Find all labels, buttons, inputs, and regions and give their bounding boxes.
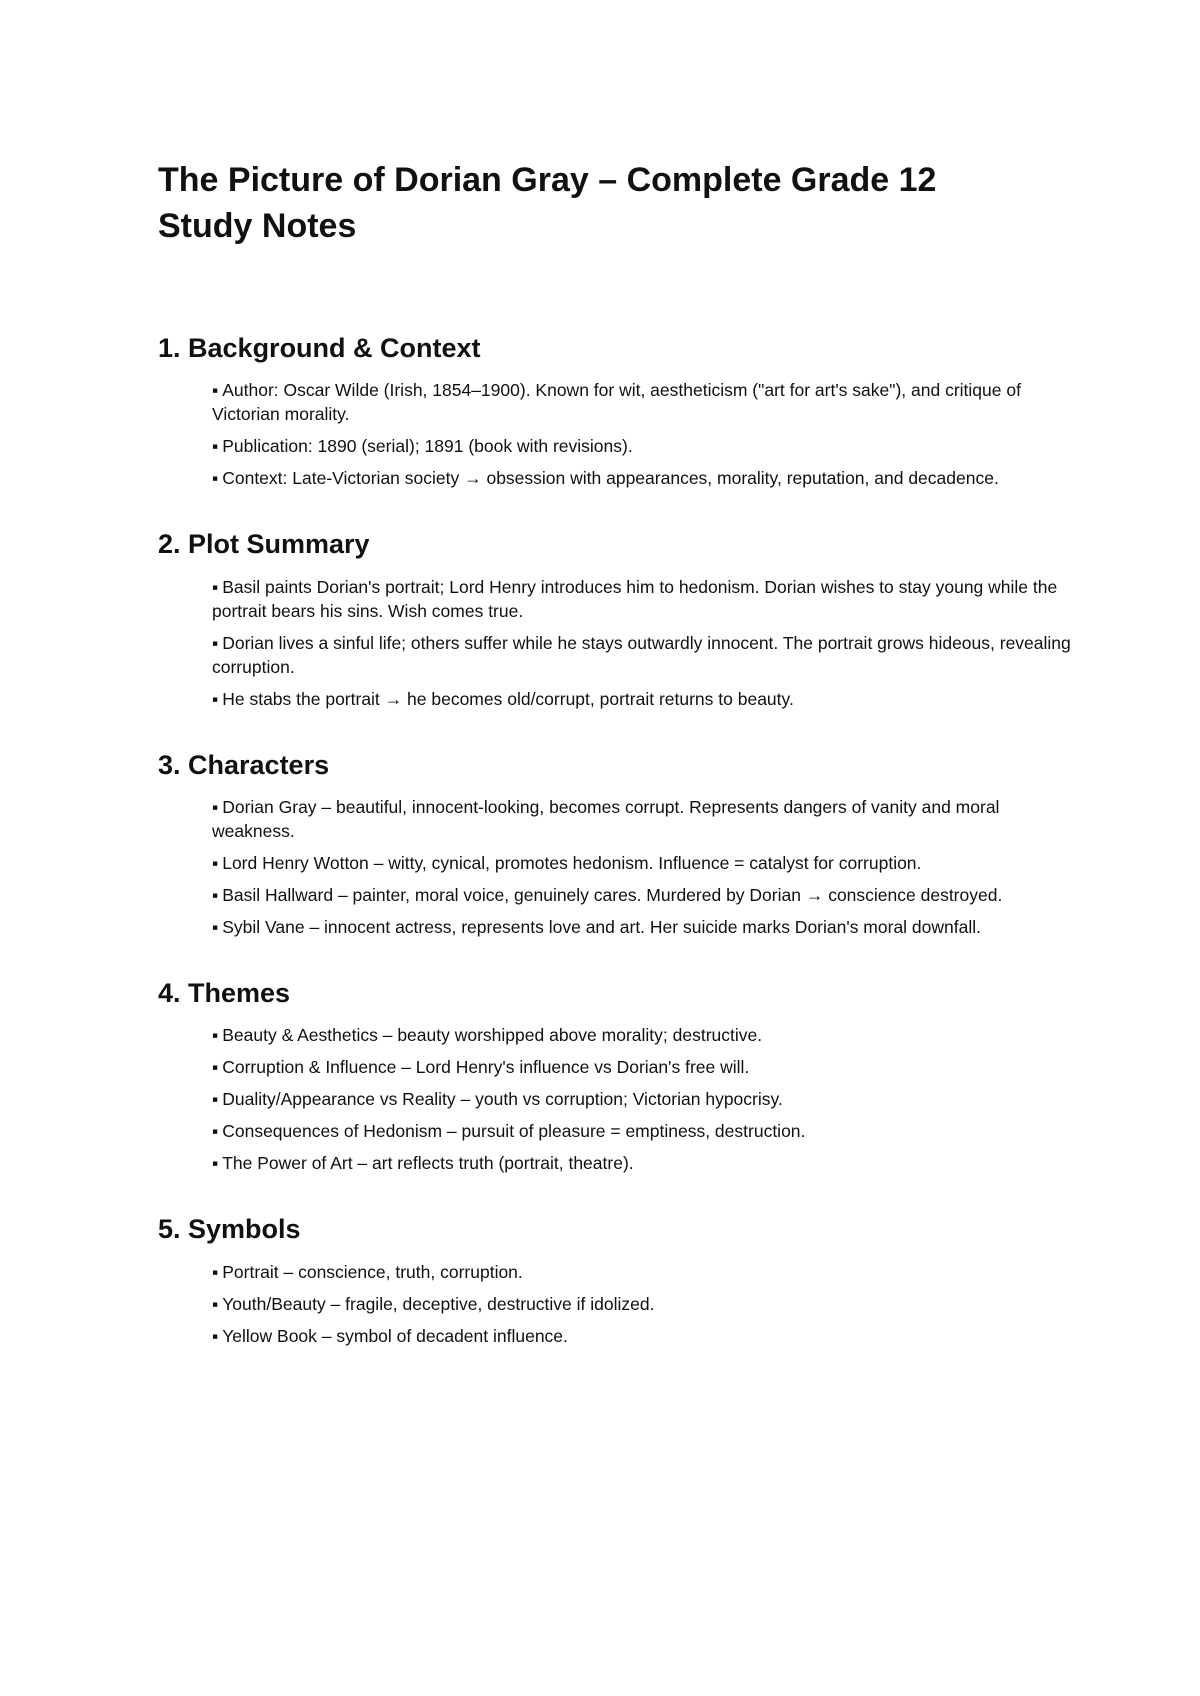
list-item	[212, 434, 1072, 458]
list-item-text: Beauty & Aesthetics – beauty worshipped above morality; destructive.	[222, 1025, 763, 1046]
list-item	[212, 1023, 1072, 1047]
bullet-list	[158, 1260, 1058, 1348]
bullet-list	[158, 795, 1058, 939]
list-item-text: Basil Hallward – painter, moral voice, genuinely cares. Murdered by Dorian → conscience destroyed.	[222, 884, 1003, 905]
list-item-text: Context: Late-Victorian society → obsession with appearances, morality, reputation, and decadence.	[222, 468, 999, 489]
list-item	[212, 1292, 1072, 1316]
list-item-text: Dorian lives a sinful life; others suffer while he stays outwardly innocent. The portrait grows hideous, revealing corruption.	[212, 632, 1071, 677]
list-item	[212, 1087, 1072, 1111]
bullet-icon: ▪	[212, 688, 219, 709]
list-item	[212, 1324, 1072, 1348]
bullet-list	[158, 1023, 1058, 1175]
bullet-icon: ▪	[212, 576, 219, 597]
list-item-text: He stabs the portrait → he becomes old/corrupt, portrait returns to beauty.	[222, 688, 794, 709]
list-item-text: Portrait – conscience, truth, corruption.	[222, 1261, 523, 1282]
bullet-icon: ▪	[212, 1293, 219, 1314]
bullet-icon: ▪	[212, 1261, 219, 1282]
list-item	[212, 1260, 1072, 1284]
section-background-context	[158, 332, 1058, 490]
list-item	[212, 1119, 1072, 1143]
section-heading: 3. Characters	[158, 749, 330, 780]
document-page	[158, 158, 1071, 1356]
list-item	[212, 631, 1072, 679]
bullet-list	[158, 575, 1071, 711]
list-item-text: Consequences of Hedonism – pursuit of pleasure = emptiness, destruction.	[222, 1121, 806, 1142]
list-item	[212, 575, 1072, 623]
bullet-icon: ▪	[212, 1325, 219, 1346]
list-item-text: Corruption & Influence – Lord Henry's influence vs Dorian's free will.	[222, 1057, 750, 1078]
list-item-text: The Power of Art – art reflects truth (portrait, theatre).	[222, 1153, 634, 1174]
bullet-icon: ▪	[212, 1057, 219, 1078]
section-plot-summary	[158, 528, 1071, 710]
list-item	[212, 466, 1072, 490]
list-item-text: Duality/Appearance vs Reality – youth vs corruption; Victorian hypocrisy.	[222, 1089, 783, 1110]
bullet-icon: ▪	[212, 884, 219, 905]
bullet-icon: ▪	[212, 1025, 219, 1046]
list-item	[212, 1055, 1072, 1079]
list-item	[212, 915, 1072, 939]
bullet-icon: ▪	[212, 916, 219, 937]
list-item-text: Publication: 1890 (serial); 1891 (book with revisions).	[222, 436, 633, 457]
section-themes	[158, 977, 1058, 1175]
bullet-icon: ▪	[212, 852, 219, 873]
bullet-list	[158, 378, 1058, 490]
section-heading: 2. Plot Summary	[158, 529, 370, 560]
list-item	[212, 883, 1072, 907]
list-item-text: Author: Oscar Wilde (Irish, 1854–1900). Known for wit, aestheticism ("art for art's sake"), and critique of Victorian morality.	[212, 380, 1021, 425]
bullet-icon: ▪	[212, 632, 219, 653]
section-heading: 1. Background & Context	[158, 332, 481, 363]
list-item	[212, 1151, 1072, 1175]
bullet-icon: ▪	[212, 468, 219, 489]
bullet-icon: ▪	[212, 1121, 219, 1142]
list-item-text: Youth/Beauty – fragile, deceptive, destructive if idolized.	[222, 1293, 655, 1314]
list-item-text: Dorian Gray – beautiful, innocent-looking, becomes corrupt. Represents dangers of vanity and moral weakness.	[212, 796, 1000, 841]
list-item-text: Yellow Book – symbol of decadent influence.	[222, 1325, 568, 1346]
section-heading: 5. Symbols	[158, 1214, 301, 1245]
section-characters	[158, 749, 1058, 939]
list-item	[212, 795, 1072, 843]
bullet-icon: ▪	[212, 796, 219, 817]
bullet-icon: ▪	[212, 380, 219, 401]
list-item	[212, 378, 1072, 426]
list-item-text: Lord Henry Wotton – witty, cynical, promotes hedonism. Influence = catalyst for corruption.	[222, 852, 922, 873]
list-item-text: Basil paints Dorian's portrait; Lord Henry introduces him to hedonism. Dorian wishes to stay young while the portrait bears his sins. Wish comes true.	[212, 576, 1058, 621]
bullet-icon: ▪	[212, 1153, 219, 1174]
bullet-icon: ▪	[212, 1089, 219, 1110]
list-item	[212, 851, 1072, 875]
section-heading: 4. Themes	[158, 977, 291, 1008]
list-item-text: Sybil Vane – innocent actress, represents love and art. Her suicide marks Dorian's moral downfall.	[222, 916, 981, 937]
section-symbols	[158, 1213, 1058, 1347]
bullet-icon: ▪	[212, 436, 219, 457]
list-item	[212, 687, 1072, 711]
document-title: The Picture of Dorian Gray – Complete Grade 12 Study Notes	[158, 161, 937, 245]
